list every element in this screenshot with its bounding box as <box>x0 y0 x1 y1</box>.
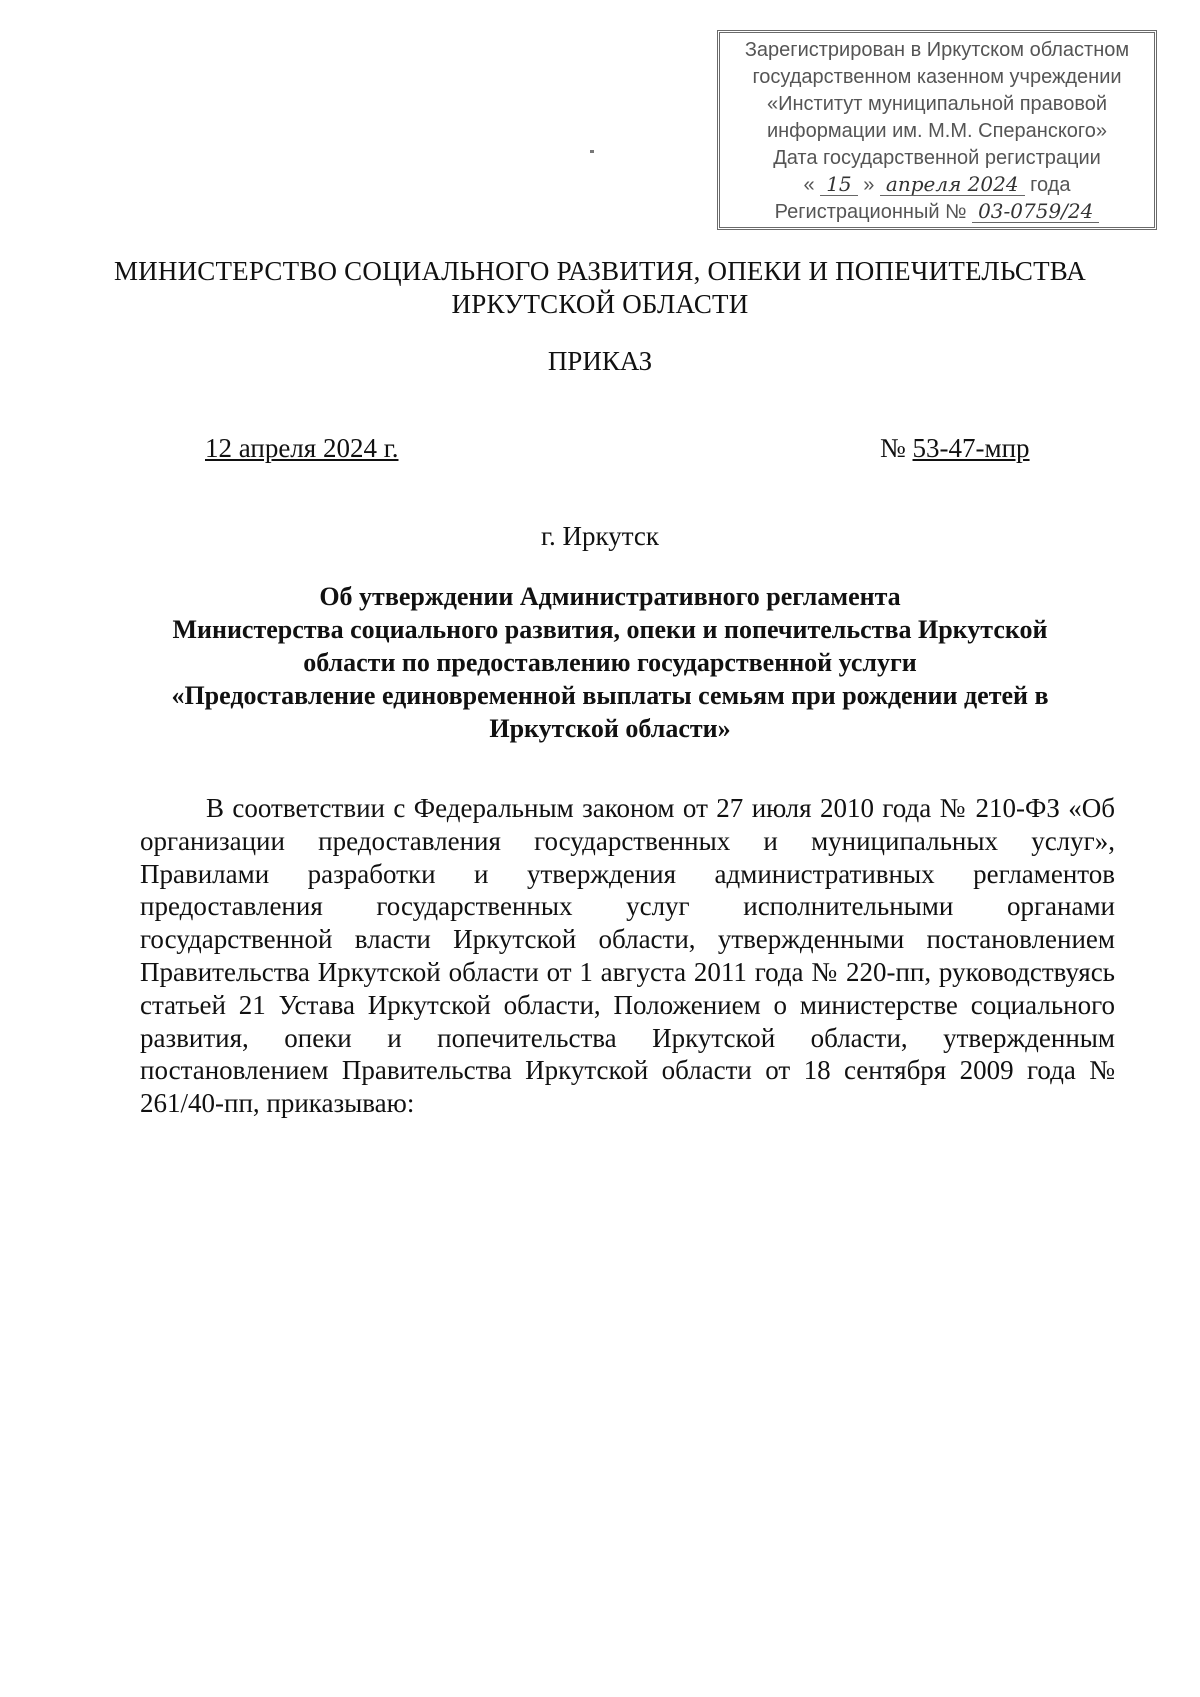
document-title <box>140 580 1080 745</box>
title-line-4: «Предоставление единовременной выплаты семьям при рождении детей в <box>171 681 1049 710</box>
scan-speck <box>590 150 594 153</box>
title-line-1: Об утверждении Административного регламента <box>319 582 901 611</box>
stamp-date-open-quote: « <box>803 174 815 196</box>
stamp-line-2: государственном казенном учреждении <box>752 66 1122 88</box>
stamp-date-month-year: апреля 2024 <box>880 173 1025 196</box>
document-type: ПРИКАЗ <box>547 346 653 376</box>
title-line-3: области по предоставлению государственной услуги <box>303 648 917 677</box>
title-line-2: Министерства социального развития, опеки и попечительства Иркутской <box>172 615 1048 644</box>
stamp-line-5: Дата государственной регистрации <box>773 147 1101 169</box>
stamp-line-4: информации им. М.М. Сперанского» <box>766 120 1108 142</box>
stamp-line-1: Зарегистрирован в Иркутском областном <box>744 39 1130 61</box>
ministry-name-line-1: МИНИСТЕРСТВО СОЦИАЛЬНОГО РАЗВИТИЯ, ОПЕКИ И ПОПЕЧИТЕЛЬСТВА <box>113 256 1087 286</box>
stamp-date-suffix: года <box>1030 174 1071 196</box>
stamp-line-3: «Институт муниципальной правовой <box>766 93 1108 115</box>
order-number-sign: № <box>880 433 906 463</box>
stamp-reg-number: 03-0759/24 <box>972 200 1099 223</box>
order-date: 12 апреля 2024 г. <box>205 433 399 463</box>
ministry-name <box>0 255 1200 321</box>
ministry-name-line-2: ИРКУТСКОЙ ОБЛАСТИ <box>451 289 749 319</box>
preamble-paragraph: В соответствии с Федеральным законом от 27 июля 2010 года № 210-ФЗ «Об организации предоставления государственных и муниципальных услуг», Правилами разработки и утверждения административных регламентов предоставления государственных услуг исполнительными органами государственной власти Иркутской области, утвержденными постановлением Правительства Иркутской области от 1 августа 2011 года № 220-пп, руководствуясь статьей 21 Устава Иркутской области, Положением о министерстве социального развития, опеки и попечительства Иркутской области, утвержденным постановлением Правительства Иркутской области от 18 сентября 2009 года № 261/40-пп, приказываю: <box>140 793 1115 1119</box>
stamp-registration-date <box>720 172 1154 199</box>
order-number-value: 53-47-мпр <box>912 433 1030 463</box>
stamp-reg-label: Регистрационный № <box>774 201 967 223</box>
stamp-date-day: 15 <box>820 173 857 196</box>
order-number <box>880 432 1030 465</box>
title-line-5: Иркутской области» <box>489 714 731 743</box>
stamp-registration-number <box>720 199 1154 226</box>
registration-stamp <box>717 30 1157 230</box>
city: г. Иркутск <box>541 521 659 551</box>
stamp-date-close-quote: » <box>863 174 875 196</box>
